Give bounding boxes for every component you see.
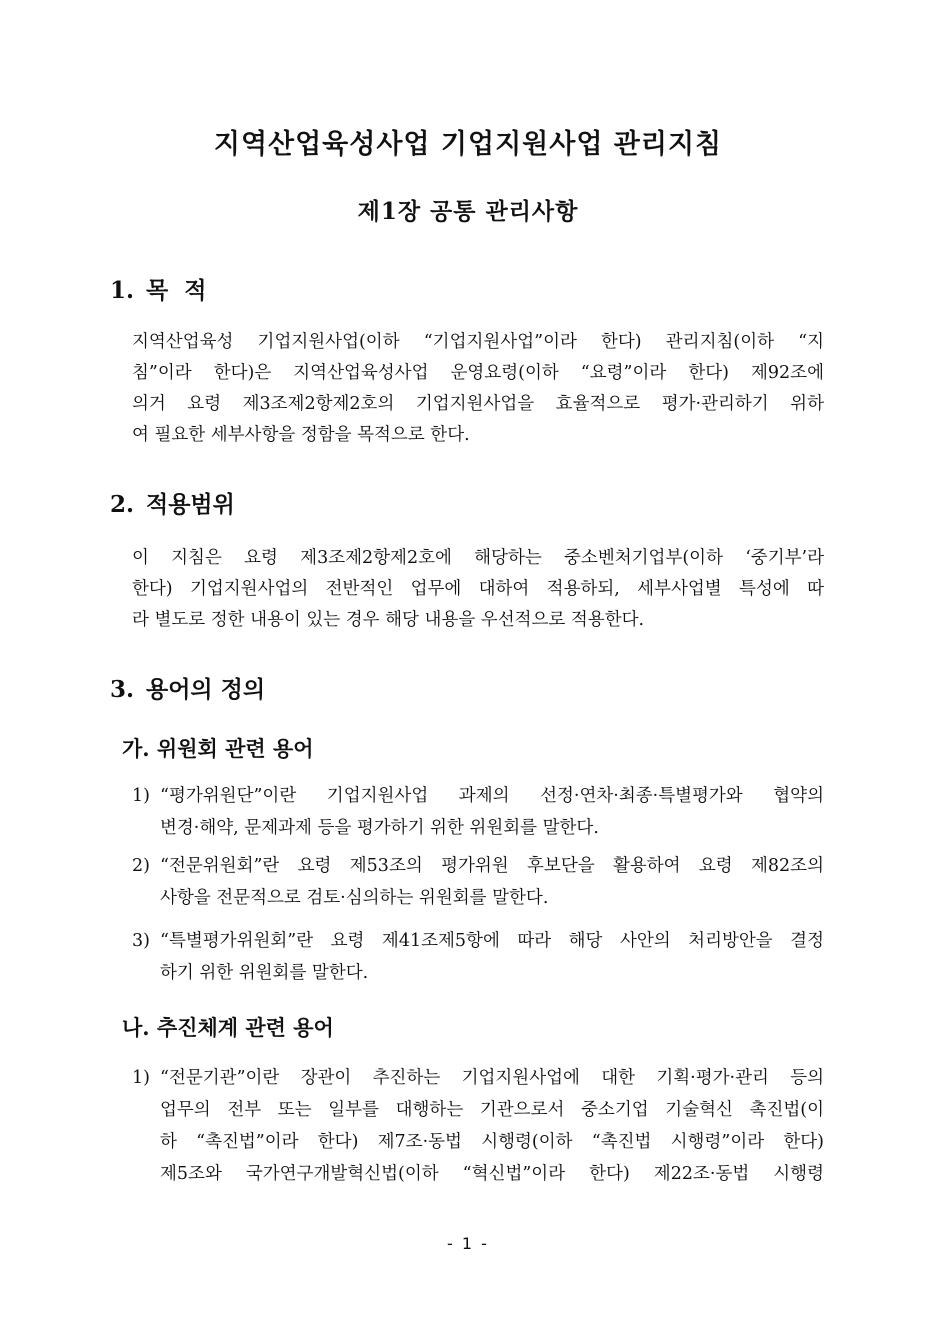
text-line: 의거 요령 제3조제2항제2호의 기업지원사업을 효율적으로 평가·관리하기 위하 — [132, 394, 824, 414]
subsection-heading-committee: 가. 위원회 관련 용어 — [122, 736, 314, 761]
section-number: 3. — [110, 676, 135, 703]
text-line: 지역산업육성 기업지원사업(이하 “기업지원사업”이라 한다) 관리지침(이하 “지 — [132, 332, 824, 352]
subsection-heading-system: 나. 추진체계 관련 용어 — [122, 1015, 334, 1040]
section-heading-purpose — [110, 272, 206, 305]
text-line: 이 지침은 요령 제3조제2항제2호에 해당하는 중소벤처기업부(이하 ‘중기부’라 — [132, 548, 824, 568]
text-line: 라 별도로 정한 내용이 있는 경우 해당 내용을 우선적으로 적용한다. — [132, 610, 645, 630]
section-number: 1. — [110, 277, 135, 304]
section-number: 2. — [110, 491, 135, 518]
definition-item — [132, 925, 824, 989]
item-marker: 3) — [132, 931, 150, 951]
item-marker: 1) — [132, 786, 150, 806]
section-body-purpose — [132, 327, 824, 451]
text-line: 여 필요한 세부사항을 정함을 목적으로 한다. — [132, 425, 470, 445]
text-line: “평가위원단”이란 기업지원사업 과제의 선정·연차·최종·특별평가와 협약의 — [160, 786, 824, 806]
text-line: 한다) 기업지원사업의 전반적인 업무에 대하여 적용하되, 세부사업별 특성에 따 — [132, 579, 824, 599]
text-line: “전문위원회”란 요령 제53조의 평가위원 후보단을 활용하여 요령 제82조의 — [160, 856, 824, 876]
text-line: 변경·해약, 문제과제 등을 평가하기 위한 위원회를 말한다. — [160, 818, 599, 838]
text-line: 업무의 전부 또는 일부를 대행하는 기관으로서 중소기업 기술혁신 촉진법(이 — [160, 1100, 824, 1120]
text-line: 하기 위한 위원회를 말한다. — [160, 963, 369, 983]
text-line: 침”이라 한다)은 지역산업육성사업 운영요령(이하 “요령”이라 한다) 제92조에 — [132, 363, 824, 383]
document-title: 지역산업육성사업 기업지원사업 관리지침 — [213, 129, 723, 160]
section-title: 적용범위 — [146, 491, 235, 518]
section-title: 목 적 — [146, 277, 207, 304]
page-number: - 1 - — [447, 1234, 489, 1253]
section-body-scope — [132, 543, 824, 636]
text-line: 하 “촉진법”이라 한다) 제7조·동법 시행령(이하 “촉진법 시행령”이라 한다) — [160, 1132, 824, 1152]
text-line: 사항을 전문적으로 검토·심의하는 위원회를 말한다. — [160, 888, 549, 908]
item-marker: 2) — [132, 856, 150, 876]
text-line: “전문기관”이란 장관이 추진하는 기업지원사업에 대한 기획·평가·관리 등의 — [160, 1068, 824, 1088]
item-marker: 1) — [132, 1068, 150, 1088]
definition-item — [132, 850, 824, 914]
section-heading-definitions — [110, 671, 265, 704]
definition-item — [132, 1062, 824, 1190]
section-title: 용어의 정의 — [146, 676, 266, 703]
text-line: 제5조와 국가연구개발혁신법(이하 “혁신법”이라 한다) 제22조·동법 시행령 — [160, 1164, 824, 1184]
definition-item — [132, 780, 824, 844]
section-heading-scope — [110, 486, 235, 519]
text-line: “특별평가위원회”란 요령 제41조제5항에 따라 해당 사안의 처리방안을 결정 — [160, 931, 824, 951]
chapter-title: 제1장 공통 관리사항 — [357, 198, 579, 225]
